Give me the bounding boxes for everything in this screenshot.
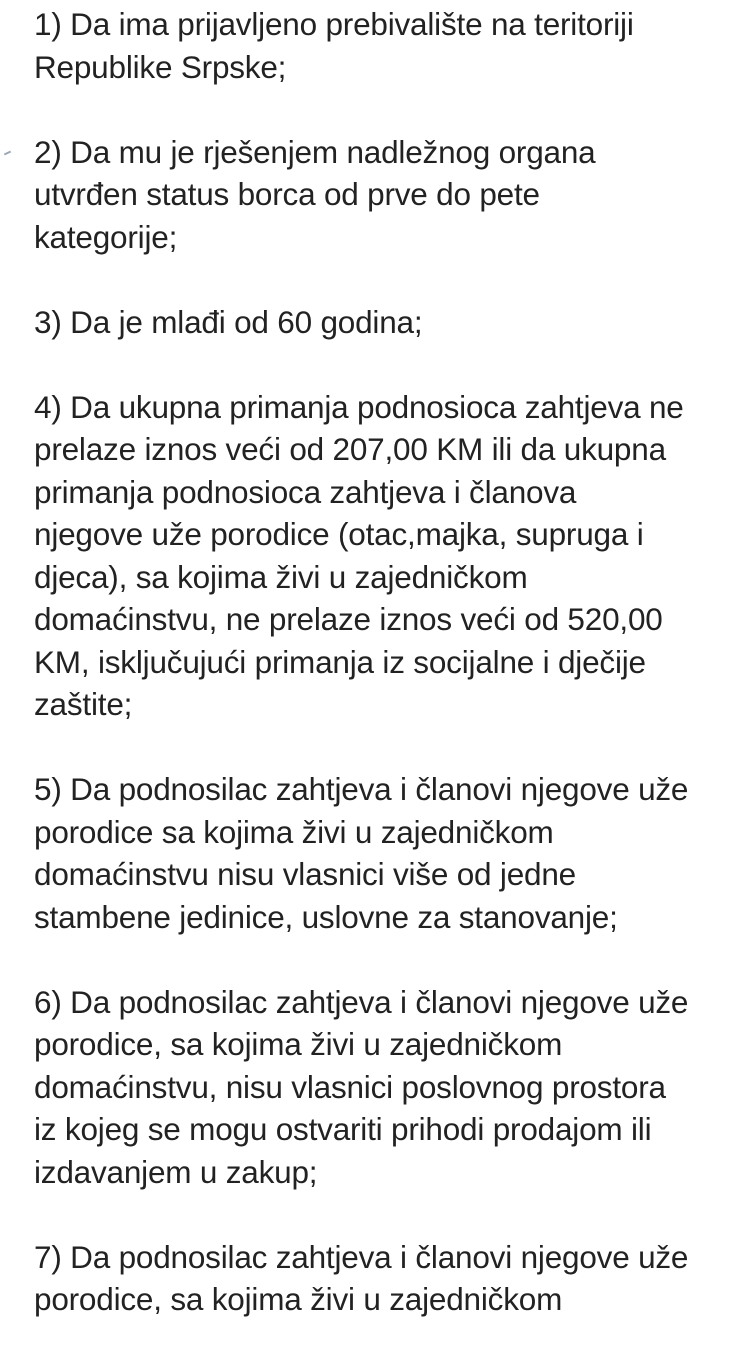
text-line: stambene jedinice, uslovne za stanovanje;	[34, 898, 618, 935]
text-line: porodice sa kojima živi u zajedničkom	[34, 813, 554, 850]
text-line: 5) Da podnosilac zahtjeva i članovi njegove uže	[34, 771, 689, 807]
text-line: 4) Da ukupna primanja podnosioca zahtjeva ne	[34, 388, 684, 425]
paragraph-3	[34, 301, 734, 344]
paragraph-1	[34, 3, 734, 88]
text-line: djeca), sa kojima živi u zajedničkom	[34, 558, 528, 595]
text-line: iz kojeg se mogu ostvariti prihodi prodajom ili	[34, 1111, 652, 1147]
text-line: 3) Da je mlađi od 60 godina;	[34, 303, 423, 340]
text-line: domaćinstvu, nisu vlasnici poslovnog prostora	[34, 1068, 666, 1105]
text-line: kategorije;	[34, 218, 178, 255]
text-line: izdavanjem u zakup;	[34, 1153, 318, 1190]
text-line: domaćinstvu nisu vlasnici više od jedne	[34, 856, 576, 892]
paragraph-7	[34, 1236, 734, 1321]
text-line: primanja podnosioca zahtjeva i članova	[34, 473, 577, 510]
paragraph-6	[34, 981, 734, 1194]
paragraph-4	[34, 386, 734, 726]
paragraph-2	[34, 131, 734, 259]
margin-mark	[4, 151, 11, 156]
text-line: 7) Da podnosilac zahtjeva i članovi njegove uže	[34, 1238, 689, 1275]
text-line: KM, isključujući primanja iz socijalne i dječije	[34, 643, 646, 680]
text-line: Republike Srpske;	[34, 48, 287, 85]
text-line: porodice, sa kojima živi u zajedničkom	[34, 1281, 563, 1317]
text-line: zaštite;	[34, 686, 133, 722]
text-line: 2) Da mu je rješenjem nadležnog organa	[34, 133, 596, 170]
text-line: 1) Da ima prijavljeno prebivalište na teritoriji	[34, 6, 634, 42]
text-line: porodice, sa kojima živi u zajedničkom	[34, 1026, 563, 1062]
paragraph-5	[34, 768, 734, 938]
text-line: utvrđen status borca od prve do pete	[34, 176, 540, 212]
text-line: prelaze iznos veći od 207,00 KM ili da ukupna	[34, 431, 666, 467]
text-line: domaćinstvu, ne prelaze iznos veći od 520,00	[34, 601, 663, 637]
document-body	[34, 3, 734, 1363]
text-line: njegove uže porodice (otac,majka, supruga i	[34, 516, 644, 552]
text-line: 6) Da podnosilac zahtjeva i članovi njegove uže	[34, 983, 689, 1020]
